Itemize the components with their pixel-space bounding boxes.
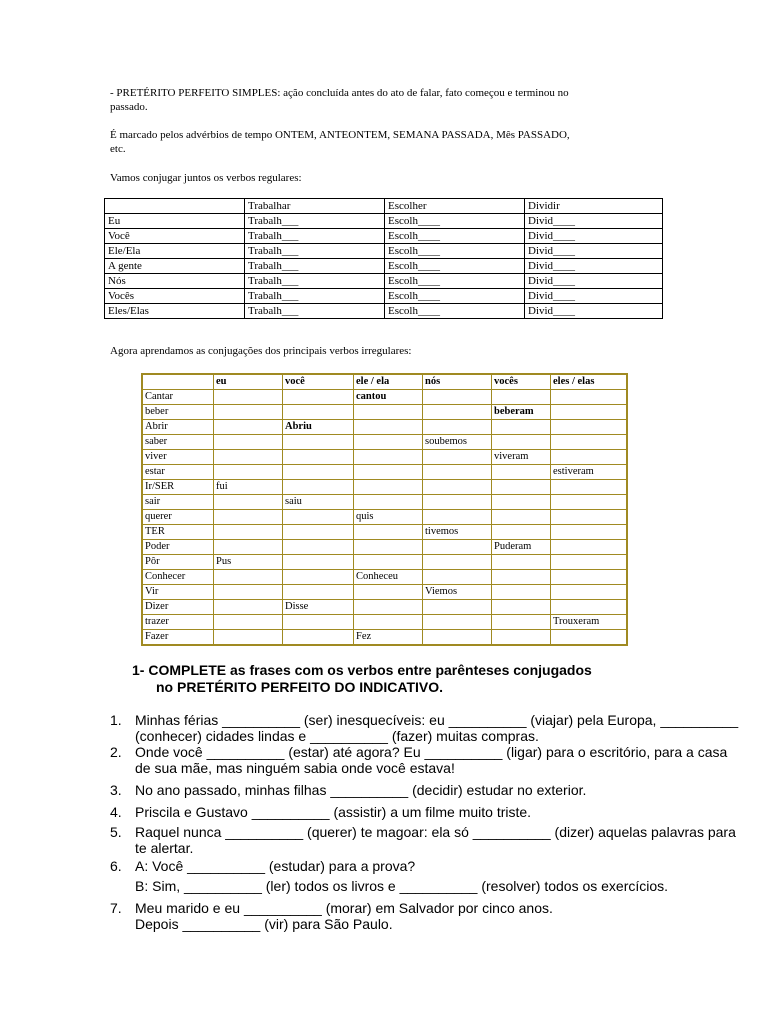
table-cell: Abrir xyxy=(142,420,214,435)
table-cell: você xyxy=(283,374,354,390)
table-cell: Ir/SER xyxy=(142,480,214,495)
table-cell xyxy=(283,390,354,405)
table-row xyxy=(142,525,627,540)
table-cell xyxy=(423,630,492,646)
table-cell xyxy=(423,540,492,555)
table-cell: Divid____ xyxy=(525,244,663,259)
table-row xyxy=(105,304,663,319)
table-row xyxy=(105,214,663,229)
item-line: (conhecer) cidades lindas e __________ (fazer) muitas compras. xyxy=(135,728,539,744)
table-cell xyxy=(354,600,423,615)
table-cell: Nós xyxy=(105,274,245,289)
table-cell xyxy=(423,570,492,585)
table-cell: Escolh____ xyxy=(385,274,525,289)
table-cell xyxy=(283,630,354,646)
item-line: B: Sim, __________ (ler) todos os livros e __________ (resolver) todos os exercícios. xyxy=(135,878,669,894)
table-cell xyxy=(283,510,354,525)
table-cell: TER xyxy=(142,525,214,540)
table-cell xyxy=(214,630,283,646)
table-row xyxy=(142,630,627,646)
table-cell: tivemos xyxy=(423,525,492,540)
table-header-row xyxy=(142,374,627,390)
table-row xyxy=(142,555,627,570)
irregular-intro: Agora aprendamos as conjugações dos principais verbos irregulares: xyxy=(110,345,412,357)
table-cell xyxy=(283,465,354,480)
table-cell xyxy=(354,420,423,435)
table-cell: Poder xyxy=(142,540,214,555)
table-cell xyxy=(214,420,283,435)
table-cell xyxy=(492,435,551,450)
table-cell: estiveram xyxy=(551,465,628,480)
item-number: 7. xyxy=(110,900,122,916)
table-cell: Conheceu xyxy=(354,570,423,585)
item-number: 4. xyxy=(110,804,122,820)
table-cell xyxy=(354,555,423,570)
table-cell xyxy=(551,585,628,600)
table-cell: Trabalh___ xyxy=(245,274,385,289)
table-cell xyxy=(214,600,283,615)
regular-verbs-table xyxy=(104,198,663,319)
table-cell: sair xyxy=(142,495,214,510)
item-line: te alertar. xyxy=(135,840,194,856)
table-cell xyxy=(423,480,492,495)
item-line: No ano passado, minhas filhas __________ (decidir) estudar no exterior. xyxy=(135,782,587,798)
table-cell xyxy=(283,525,354,540)
irregular-verbs-table xyxy=(141,373,628,646)
table-cell: Divid____ xyxy=(525,259,663,274)
table-row xyxy=(105,229,663,244)
table-cell xyxy=(283,585,354,600)
table-cell: saber xyxy=(142,435,214,450)
table-cell: Trouxeram xyxy=(551,615,628,630)
item-text xyxy=(135,782,586,798)
table-row xyxy=(142,405,627,420)
table-cell xyxy=(214,525,283,540)
table-row xyxy=(142,510,627,525)
table-cell: Eles/Elas xyxy=(105,304,245,319)
table-cell xyxy=(492,570,551,585)
table-cell: Trabalh___ xyxy=(245,259,385,274)
table-cell: Escolh____ xyxy=(385,259,525,274)
table-cell: vocês xyxy=(492,374,551,390)
item-number: 3. xyxy=(110,782,122,798)
table-cell xyxy=(551,570,628,585)
item-line: Minhas férias __________ (ser) inesquecíveis: eu __________ (viajar) pela Europa, __________ xyxy=(135,712,739,728)
table-cell: fui xyxy=(214,480,283,495)
item-text xyxy=(135,858,668,894)
table-cell xyxy=(214,405,283,420)
item-number: 1. xyxy=(110,712,122,728)
intro-line-4: etc. xyxy=(110,143,126,155)
item-line: Depois __________ (vir) para São Paulo. xyxy=(135,916,393,932)
table-cell: ele / ela xyxy=(354,374,423,390)
table-cell xyxy=(492,630,551,646)
table-cell xyxy=(214,615,283,630)
item-number: 6. xyxy=(110,858,122,874)
table-row xyxy=(142,495,627,510)
table-cell: A gente xyxy=(105,259,245,274)
table-cell xyxy=(423,390,492,405)
table-cell: Divid____ xyxy=(525,274,663,289)
item-line: Onde você __________ (estar) até agora? Eu __________ (ligar) para o escritório, para a casa xyxy=(135,744,728,760)
table-cell xyxy=(105,199,245,214)
table-cell: viveram xyxy=(492,450,551,465)
table-cell: Vir xyxy=(142,585,214,600)
table-cell xyxy=(492,555,551,570)
item-line: Meu marido e eu __________ (morar) em Salvador por cinco anos. xyxy=(135,900,553,916)
table-cell: beber xyxy=(142,405,214,420)
table-cell xyxy=(283,435,354,450)
table-cell: soubemos xyxy=(423,435,492,450)
table-cell: Escolh____ xyxy=(385,214,525,229)
table-cell xyxy=(551,420,628,435)
table-cell: Pus xyxy=(214,555,283,570)
table-cell xyxy=(214,570,283,585)
table-cell xyxy=(423,450,492,465)
table-cell xyxy=(551,435,628,450)
table-cell xyxy=(214,495,283,510)
table-cell xyxy=(551,600,628,615)
table-cell: Conhecer xyxy=(142,570,214,585)
table-cell xyxy=(214,390,283,405)
table-row xyxy=(142,435,627,450)
table-cell xyxy=(551,450,628,465)
table-cell: Divid____ xyxy=(525,289,663,304)
table-cell: Dizer xyxy=(142,600,214,615)
table-cell: querer xyxy=(142,510,214,525)
table-cell: trazer xyxy=(142,615,214,630)
table-cell: viver xyxy=(142,450,214,465)
table-cell: Trabalh___ xyxy=(245,244,385,259)
table-cell xyxy=(551,390,628,405)
table-cell xyxy=(551,480,628,495)
item-number: 2. xyxy=(110,744,122,760)
table-cell: Escolh____ xyxy=(385,229,525,244)
table-cell: beberam xyxy=(492,405,551,420)
table-cell: Pôr xyxy=(142,555,214,570)
table-cell xyxy=(283,450,354,465)
table-cell: Ele/Ela xyxy=(105,244,245,259)
table-cell: Trabalh___ xyxy=(245,229,385,244)
table-cell xyxy=(214,465,283,480)
item-line: A: Você __________ (estudar) para a prova? xyxy=(135,858,416,874)
table-row xyxy=(142,420,627,435)
intro-line-5: Vamos conjugar juntos os verbos regulares: xyxy=(110,172,302,184)
table-cell: Trabalh___ xyxy=(245,289,385,304)
item-text xyxy=(135,900,553,932)
table-cell xyxy=(354,540,423,555)
table-cell: Dividir xyxy=(525,199,663,214)
exercise-title xyxy=(132,662,592,696)
intro-line-2: passado. xyxy=(110,101,148,113)
table-cell xyxy=(492,390,551,405)
table-cell xyxy=(283,570,354,585)
table-row xyxy=(105,244,663,259)
table-cell xyxy=(214,450,283,465)
table-cell: Trabalhar xyxy=(245,199,385,214)
table-cell: Escolh____ xyxy=(385,304,525,319)
table-cell xyxy=(551,525,628,540)
table-cell xyxy=(551,630,628,646)
table-cell: Escolher xyxy=(385,199,525,214)
table-cell: Eu xyxy=(105,214,245,229)
table-row xyxy=(105,289,663,304)
table-cell: nós xyxy=(423,374,492,390)
table-cell xyxy=(551,510,628,525)
table-cell xyxy=(492,585,551,600)
table-row xyxy=(142,615,627,630)
table-cell: cantou xyxy=(354,390,423,405)
table-cell: Escolh____ xyxy=(385,289,525,304)
table-cell: Trabalh___ xyxy=(245,304,385,319)
table-cell xyxy=(214,540,283,555)
table-cell: Abriu xyxy=(283,420,354,435)
table-cell xyxy=(283,540,354,555)
table-cell xyxy=(551,540,628,555)
table-cell: eu xyxy=(214,374,283,390)
table-row xyxy=(142,465,627,480)
table-cell: quis xyxy=(354,510,423,525)
table-row xyxy=(142,450,627,465)
table-cell xyxy=(354,435,423,450)
table-cell xyxy=(551,495,628,510)
table-cell xyxy=(354,465,423,480)
table-row xyxy=(142,540,627,555)
item-number: 5. xyxy=(110,824,122,840)
table-cell xyxy=(423,600,492,615)
table-cell xyxy=(214,435,283,450)
table-cell xyxy=(551,405,628,420)
table-row xyxy=(142,390,627,405)
table-cell: Vocês xyxy=(105,289,245,304)
table-cell xyxy=(354,405,423,420)
table-cell xyxy=(354,495,423,510)
table-cell: Puderam xyxy=(492,540,551,555)
table-cell: saiu xyxy=(283,495,354,510)
table-cell: Viemos xyxy=(423,585,492,600)
table-cell xyxy=(492,480,551,495)
table-row xyxy=(142,480,627,495)
table-cell: Trabalh___ xyxy=(245,214,385,229)
table-cell: eles / elas xyxy=(551,374,628,390)
table-cell xyxy=(142,374,214,390)
exercise-title-line-2: no PRETÉRITO PERFEITO DO INDICATIVO. xyxy=(156,679,444,695)
table-cell xyxy=(423,495,492,510)
intro-line-1: - PRETÉRITO PERFEITO SIMPLES: ação concluída antes do ato de falar, fato começou e terminou no xyxy=(110,87,569,99)
table-cell xyxy=(423,615,492,630)
table-cell xyxy=(354,615,423,630)
table-cell xyxy=(423,405,492,420)
table-cell xyxy=(492,420,551,435)
table-cell xyxy=(283,480,354,495)
table-header-row xyxy=(105,199,663,214)
table-cell xyxy=(423,420,492,435)
item-line: de sua mãe, mas ninguém sabia onde você estava! xyxy=(135,760,455,776)
table-cell xyxy=(283,615,354,630)
table-cell xyxy=(551,555,628,570)
table-cell xyxy=(492,525,551,540)
intro-line-3: É marcado pelos advérbios de tempo ONTEM, ANTEONTEM, SEMANA PASSADA, Mês PASSADO, xyxy=(110,129,570,141)
table-cell: Disse xyxy=(283,600,354,615)
exercise-title-line-1: 1- COMPLETE as frases com os verbos entre parênteses conjugados xyxy=(132,662,592,678)
table-cell: Você xyxy=(105,229,245,244)
table-row xyxy=(105,259,663,274)
table-cell xyxy=(492,495,551,510)
table-row xyxy=(105,274,663,289)
table-cell xyxy=(214,510,283,525)
table-cell xyxy=(423,510,492,525)
item-text xyxy=(135,824,736,856)
table-cell xyxy=(492,615,551,630)
table-cell xyxy=(283,555,354,570)
table-cell xyxy=(354,585,423,600)
table-cell xyxy=(354,450,423,465)
table-cell xyxy=(492,465,551,480)
table-cell: estar xyxy=(142,465,214,480)
item-line: Raquel nunca __________ (querer) te magoar: ela só __________ (dizer) aquelas palavras para xyxy=(135,824,736,840)
table-cell: Cantar xyxy=(142,390,214,405)
table-cell xyxy=(283,405,354,420)
table-cell xyxy=(423,465,492,480)
item-text xyxy=(135,804,531,820)
table-cell: Fazer xyxy=(142,630,214,646)
table-row xyxy=(142,585,627,600)
table-cell: Divid____ xyxy=(525,229,663,244)
table-cell: Fez xyxy=(354,630,423,646)
table-cell xyxy=(423,555,492,570)
table-cell: Escolh____ xyxy=(385,244,525,259)
table-cell: Divid____ xyxy=(525,214,663,229)
table-cell xyxy=(492,510,551,525)
table-row xyxy=(142,570,627,585)
table-cell xyxy=(492,600,551,615)
table-row xyxy=(142,600,627,615)
table-cell xyxy=(214,585,283,600)
item-text xyxy=(135,712,738,744)
item-line: Priscila e Gustavo __________ (assistir) a um filme muito triste. xyxy=(135,804,532,820)
table-cell xyxy=(354,480,423,495)
table-cell xyxy=(354,525,423,540)
item-text xyxy=(135,744,727,776)
table-cell: Divid____ xyxy=(525,304,663,319)
